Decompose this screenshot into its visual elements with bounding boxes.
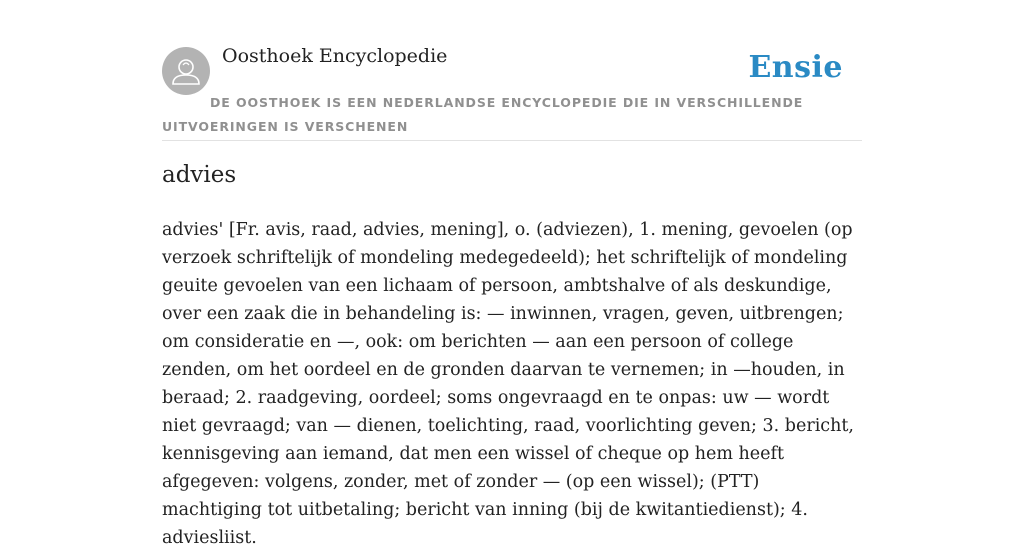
entry-definition: advies' [Fr. avis, raad, advies, mening], o. (adviezen), 1. mening, gevoelen (op verzoek schriftelijk of mondeling medegedeeld); het schriftelijk of mondeling geuite gevoelen van een lichaam of persoon, ambtshalve of als deskundige, over een zaak die in behandeling is: — inwinnen, vragen, geven, uitbrengen; om consideratie en —, ook: om berichten — aan een persoon of college zenden, om het oordeel en de gronden daarvan te vernemen; in —houden, in beraad; 2. raadgeving, oordeel; soms ongevraagd en te onpas: uw — wordt niet gevraagd; van — dienen, toelichting, raad, voorlichting geven; 3. bericht, kennisgeving aan iemand, dat men een wissel of cheque op hem heeft afgegeven: volgens, zonder, met of zonder — (op een wissel); (PTT) machtiging tot uitbetaling; bericht van inning (bij de kwitantiedienst); 4. adviesliist. xyxy=(162,220,854,548)
source-subtitle: DE OOSTHOEK IS EEN NEDERLANDSE ENCYCLOPEDIE DIE IN VERSCHILLENDE UITVOERINGEN IS VERSCHENEN xyxy=(162,95,804,134)
user-avatar-icon[interactable] xyxy=(162,47,210,95)
source-header xyxy=(162,40,862,141)
source-title[interactable]: Oosthoek Encyclopedie xyxy=(222,45,448,67)
brand-logo[interactable]: Ensie xyxy=(748,50,843,85)
entry-term: advies xyxy=(162,162,237,188)
